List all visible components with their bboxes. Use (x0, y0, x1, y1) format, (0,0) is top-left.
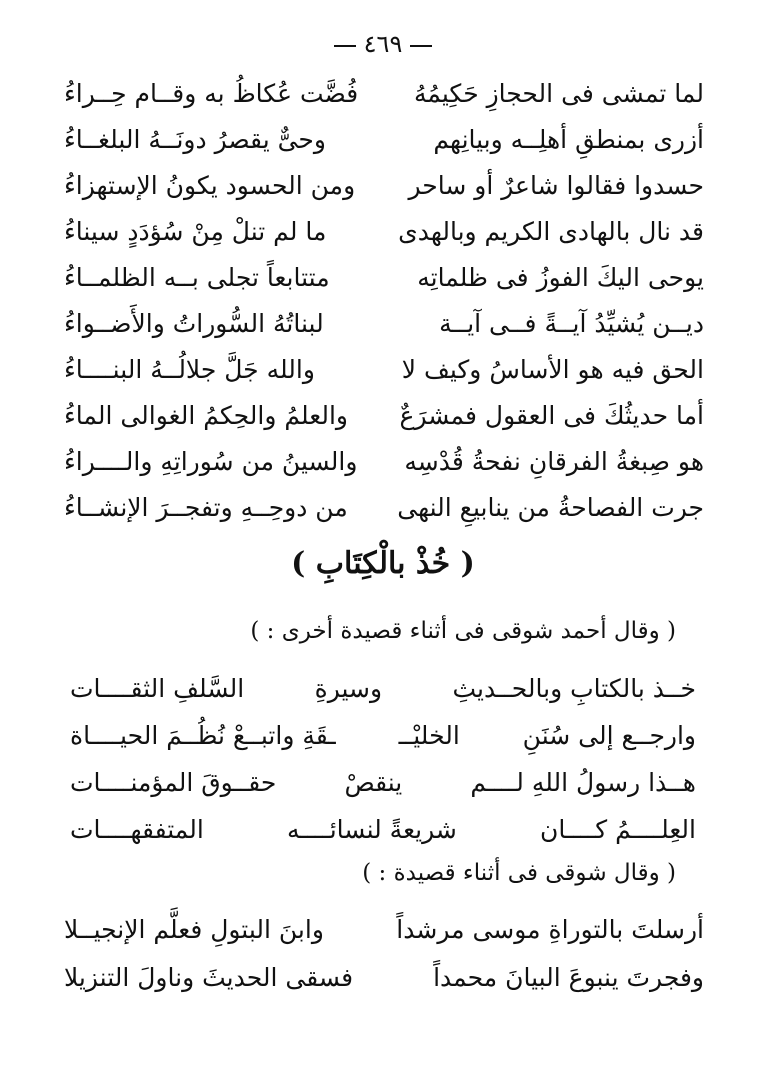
verse-line (64, 70, 704, 116)
verse-part-middle: الخليْــ (398, 721, 460, 750)
verse-part-middle: ينقصْ (344, 768, 403, 797)
first-hemistich: أما حديثُكَ فى العقول فمشرَعٌ (399, 400, 704, 430)
verse-part-left: حقــوقَ المؤمنــــات (70, 768, 277, 797)
verse-part-middle: وسيرةِ (314, 674, 383, 703)
first-hemistich: يوحى اليكَ الفوزُ فى ظلماتِه (417, 262, 704, 292)
verse-line (64, 162, 704, 208)
verse-line (64, 116, 704, 162)
first-hemistich: ديــن يُشيِّدُ آيــةً فــى آيــة (439, 308, 704, 338)
second-hemistich: والسينُ من سُوراتِهِ والــــراءُ (64, 446, 358, 476)
first-hemistich: لما تمشى فى الحجازِ حَكِيمُهُ (413, 78, 704, 108)
verse-line (64, 346, 704, 392)
verse-line (70, 665, 696, 712)
second-hemistich: لبناتُهُ السُّوراتُ والأَضــواءُ (64, 308, 324, 338)
section-heading: ( خُذْ بالْكِتَابِ ) (291, 546, 475, 581)
verse-line (64, 208, 704, 254)
first-hemistich: أزرى بمنطقِ أهلِــه وبيانِهم (433, 124, 704, 154)
verse-line (64, 953, 704, 1001)
first-hemistich: حسدوا فقالوا شاعرٌ أو ساحر (408, 170, 704, 200)
second-hemistich: والله جَلَّ جلالُــهُ البنــــاءُ (64, 354, 315, 384)
verse-line (64, 392, 704, 438)
verse-line (64, 300, 704, 346)
page-number (0, 30, 766, 58)
second-hemistich: فسقى الحديثَ وناولَ التنزيلا (64, 962, 354, 992)
poem-prophets (64, 905, 704, 1001)
verse-line (70, 712, 696, 759)
verse-part-right: وارجــع إلى سُنَنِ (522, 721, 696, 750)
verse-part-left: ـقَةِ واتبــعْ نُظُــمَ الحيــــاة (70, 721, 336, 750)
second-hemistich: والعلمُ والحِكمُ الغوالى الماءُ (64, 400, 348, 430)
verse-line (64, 484, 704, 530)
first-hemistich: أرسلتَ بالتوراةِ موسى مرشداً (396, 914, 704, 944)
verse-part-right: العِلــــمُ كــــان (540, 815, 696, 844)
verse-line (64, 905, 704, 953)
verse-part-right: خــذ بالكتابِ وبالحــديثِ (452, 674, 696, 703)
first-hemistich: وفجرتَ ينبوعَ البيانَ محمداً (433, 962, 704, 992)
second-hemistich: فُضَّت عُكاظُ به وقــام حِــراءُ (64, 78, 359, 108)
second-hemistich: ومن الحسود يكونُ الإستهزاءُ (64, 170, 356, 200)
second-hemistich: وابنَ البتولِ فعلَّم الإنجيــلا (64, 914, 324, 944)
second-hemistich: من دوحِــهِ وتفجــرَ الإنشــاءُ (64, 492, 348, 522)
first-hemistich: هو صِبغةُ الفرقانِ نفحةُ قُدْسِه (404, 446, 704, 476)
verse-line (64, 438, 704, 484)
dash-right (410, 45, 432, 47)
verse-part-left: المتفقهــــات (70, 815, 204, 844)
verse-part-right: هــذا رسولُ اللهِ لــــم (470, 768, 696, 797)
first-hemistich: جرت الفصاحةُ من ينابيعِ النهى (397, 492, 704, 522)
verse-line (70, 759, 696, 806)
page-number-text: ٤٦٩ (363, 30, 403, 58)
first-hemistich: قد نال بالهادى الكريم وبالهدى (398, 216, 704, 246)
first-hemistich: الحق فيه هو الأساسُ وكيف لا (401, 354, 704, 384)
second-hemistich: متتابعاً تجلى بــه الظلمــاءُ (64, 262, 330, 292)
verse-line (64, 254, 704, 300)
dash-left (334, 45, 356, 47)
second-hemistich: ما لم تنلْ مِنْ سُؤدَدٍ سيناءُ (64, 216, 327, 246)
verse-part-left: السَّلفِ الثقــــات (70, 674, 245, 703)
verse-line (70, 806, 696, 853)
second-hemistich: وحىٌّ يقصرُ دونَــهُ البلغــاءُ (64, 124, 326, 154)
poem-khudh-bil-kitab (70, 665, 696, 853)
intro-note: ( وقال شوقى فى أثناء قصيدة : ) (362, 860, 676, 886)
verse-part-middle: شريعةً لنسائــــه (287, 815, 457, 844)
intro-note: ( وقال أحمد شوقى فى أثناء قصيدة أخرى : ) (250, 618, 676, 644)
poem-hamziyya (64, 70, 704, 530)
